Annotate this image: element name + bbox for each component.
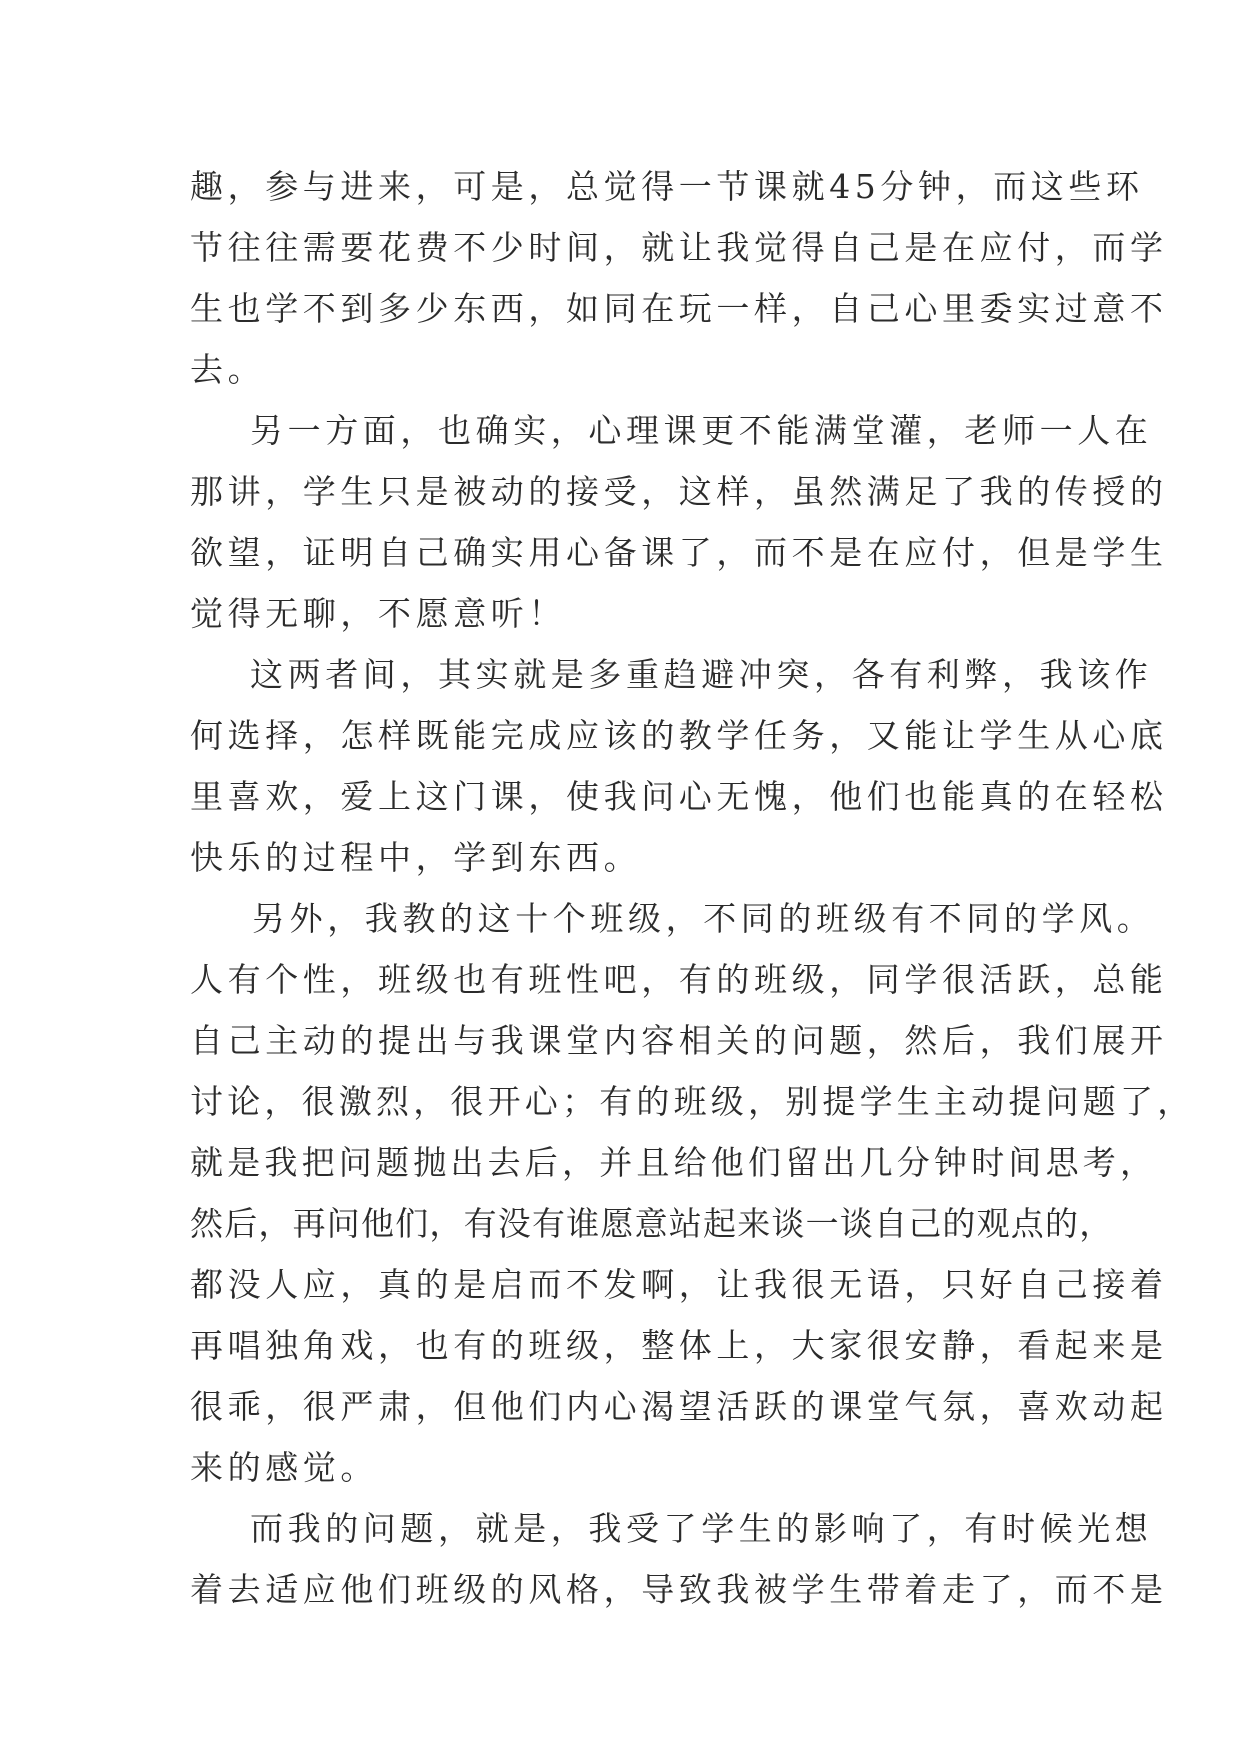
- text-line: 节往往需要花费不少时间，就让我觉得自己是在应付，而学: [190, 228, 1168, 267]
- text-line: 趣，参与进来，可是，总觉得一节课就45分钟，而这些环: [190, 167, 1144, 206]
- text-line: 里喜欢，爱上这门课，使我问心无愧，他们也能真的在轻松: [190, 777, 1168, 816]
- text-line: 去。: [190, 350, 266, 389]
- text-line: 自己主动的提出与我课堂内容相关的问题，然后，我们展开: [190, 1021, 1168, 1060]
- text-line: 着去适应他们班级的风格，导致我被学生带着走了，而不是: [190, 1570, 1168, 1609]
- text-line: 何选择，怎样既能完成应该的教学任务，又能让学生从心底: [190, 716, 1168, 755]
- paragraph-first-line: 而我的问题，就是，我受了学生的影响了，有时候光想: [250, 1509, 1153, 1548]
- text-line: 那讲，学生只是被动的接受，这样，虽然满足了我的传授的: [190, 472, 1168, 511]
- text-line: 然后，再问他们，有没有谁愿意站起来谈一谈自己的观点的，: [190, 1204, 1114, 1243]
- document-body: [190, 156, 1195, 1620]
- text-line: 讨论，很激烈，很开心；有的班级，别提学生主动提问题了，: [190, 1082, 1195, 1121]
- text-line: 生也学不到多少东西，如同在玩一样，自己心里委实过意不: [190, 289, 1168, 328]
- text-line: 来的感觉。: [190, 1448, 378, 1487]
- text-line: 就是我把问题抛出去后，并且给他们留出几分钟时间思考，: [190, 1143, 1158, 1182]
- text-line: 很乖，很严肃，但他们内心渴望活跃的课堂气氛，喜欢动起: [190, 1387, 1168, 1426]
- paragraph-first-line: 另外，我教的这十个班级，不同的班级有不同的学风。: [252, 899, 1155, 938]
- paragraph-first-line: 另一方面，也确实，心理课更不能满堂灌，老师一人在: [250, 411, 1153, 450]
- text-line: 欲望，证明自己确实用心备课了，而不是在应付，但是学生: [190, 533, 1168, 572]
- text-line: 再唱独角戏，也有的班级，整体上，大家很安静，看起来是: [190, 1326, 1168, 1365]
- text-line: 觉得无聊，不愿意听！: [190, 594, 566, 633]
- text-line: 人有个性，班级也有班性吧，有的班级，同学很活跃，总能: [190, 960, 1168, 999]
- text-line: 都没人应，真的是启而不发啊，让我很无语，只好自己接着: [190, 1265, 1168, 1304]
- text-line: 快乐的过程中，学到东西。: [190, 838, 642, 877]
- paragraph-first-line: 这两者间，其实就是多重趋避冲突，各有利弊，我该作: [250, 655, 1153, 694]
